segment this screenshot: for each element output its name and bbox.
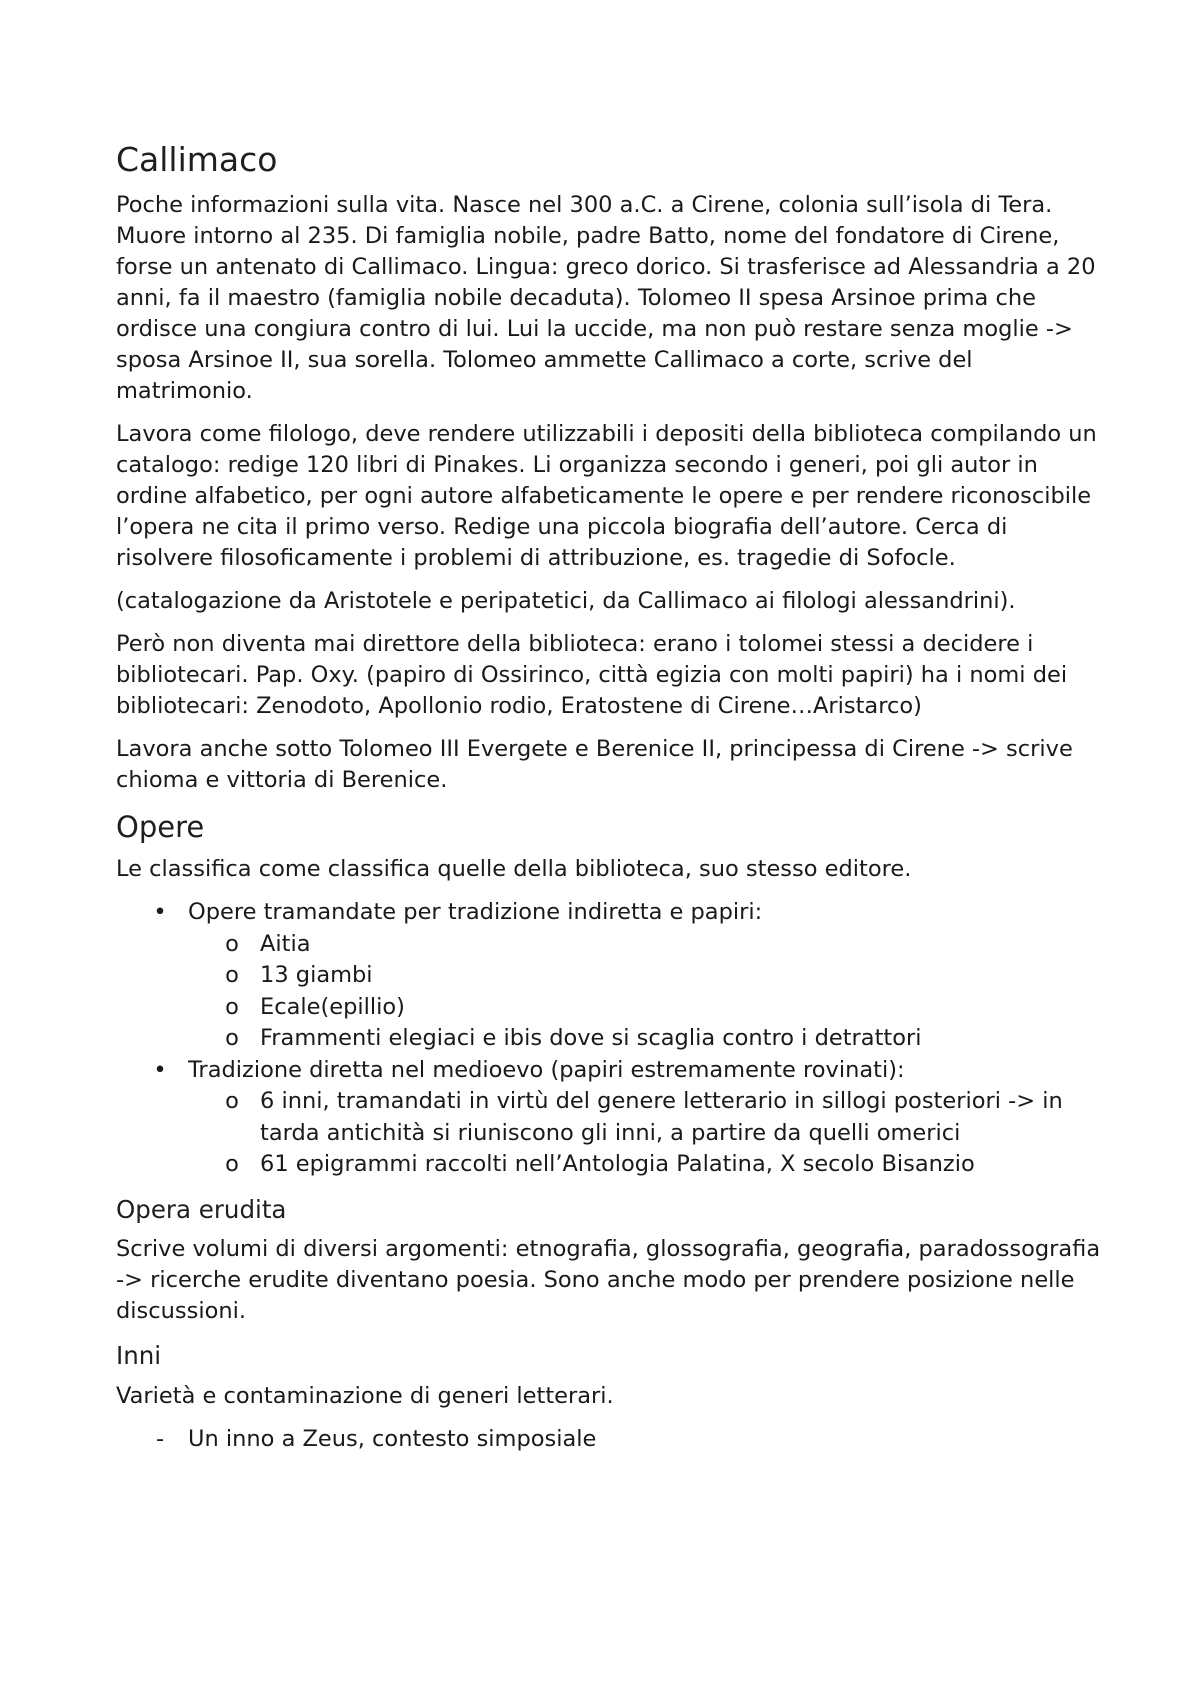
inni-list — [116, 1424, 1106, 1456]
bullet-icon: • — [153, 899, 167, 926]
list-item: - Un inno a Zeus, contesto simposiale — [116, 1424, 1106, 1456]
paragraph-biography: Poche informazioni sulla vita. Nasce nel 300 a.C. a Cirene, colonia sull’isola di Tera. Muore intorno al 235. Di famiglia nobile, padre Batto, nome del fondatore di Cirene, forse un antenato di Callimaco. Lingua: greco dorico. Si trasferisce ad Alessandria a 20 anni, fa il maestro (famiglia nobile decaduta). Tolomeo II spesa Arsinoe prima che ordisce una congiura contro di lui. Lui la uccide, ma non può restare senza moglie -> sposa Arsinoe II, sua sorella. Tolomeo ammette Callimaco a corte, scrive del matrimonio. — [116, 191, 1096, 404]
paragraph-opere-intro: Le classifica come classifica quelle della biblioteca, suo stesso editore. — [116, 856, 912, 883]
dash-bullet-icon: - — [155, 1425, 165, 1452]
sub-list-item: o 61 epigrammi raccolti nell’Antologia Palatina, X secolo Bisanzio — [188, 1149, 1106, 1181]
sub-list-item: o 6 inni, tramandati in virtù del genere letterario in sillogi posteriori -> in tarda antichità si riuniscono gli inni, a partire da quelli omerici — [188, 1086, 1106, 1149]
section-heading-inni: Inni — [116, 1341, 162, 1371]
paragraph-cataloguing: (catalogazione da Aristotele e peripatetici, da Callimaco ai filologi alessandrini). — [116, 587, 1016, 614]
circle-bullet-icon: o — [225, 1088, 239, 1115]
paragraph-librarians: Però non diventa mai direttore della biblioteca: erano i tolomei stessi a decidere i bibliotecari. Pap. Oxy. (papiro di Ossirinco, città egizia con molti papiri) ha i nomi dei bibliotecari: Zenodoto, Apollonio rodio, Eratostene di Cirene…Aristarco) — [116, 630, 1068, 719]
circle-bullet-icon: o — [225, 993, 239, 1020]
list-item-label: Opere tramandate per tradizione indiretta e papiri: — [188, 899, 763, 926]
paragraph-berenice: Lavora anche sotto Tolomeo III Evergete e Berenice II, principessa di Cirene -> scrive chioma e vittoria di Berenice. — [116, 735, 1073, 793]
circle-bullet-icon: o — [225, 930, 239, 957]
paragraph-opera-erudita: Scrive volumi di diversi argomenti: etnografia, glossografia, geografia, paradossografia -> ricerche erudite diventano poesia. Sono anche modo per prendere posizione nelle discussioni. — [116, 1236, 1101, 1325]
list-item — [116, 897, 1106, 1055]
circle-bullet-icon: o — [225, 1151, 239, 1178]
list-item-label: Tradizione diretta nel medioevo (papiri estremamente rovinati): — [188, 1056, 905, 1083]
sub-list — [188, 929, 1106, 1055]
circle-bullet-icon: o — [225, 1025, 239, 1052]
sub-list-item: o 13 giambi — [188, 960, 1106, 992]
list-item — [116, 1055, 1106, 1181]
section-heading-opera-erudita: Opera erudita — [116, 1194, 287, 1224]
sub-list-item: o Frammenti elegiaci e ibis dove si scaglia contro i detrattori — [188, 1023, 1106, 1055]
document-title: Callimaco — [116, 140, 278, 179]
paragraph-inni: Varietà e contaminazione di generi letterari. — [116, 1382, 614, 1409]
paragraph-philologist: Lavora come filologo, deve rendere utilizzabili i depositi della biblioteca compilando un catalogo: redige 120 libri di Pinakes. Li organizza secondo i generi, poi gli autor in ordine alfabetico, per ogni autore alfabeticamente le opere e per rendere riconoscibile l’opera ne cita il primo verso. Redige una piccola biografia dell’autore. Cerca di risolvere filosoficamente i problemi di attribuzione, es. tragedie di Sofocle. — [116, 420, 1097, 571]
sub-list-item: o Ecale(epillio) — [188, 992, 1106, 1024]
opere-list — [116, 897, 1106, 1181]
bullet-icon: • — [153, 1056, 167, 1083]
sub-list-item: o Aitia — [188, 929, 1106, 961]
document-page — [116, 140, 1106, 1455]
section-heading-opere: Opere — [116, 809, 205, 844]
sub-list — [188, 1086, 1106, 1181]
circle-bullet-icon: o — [225, 962, 239, 989]
